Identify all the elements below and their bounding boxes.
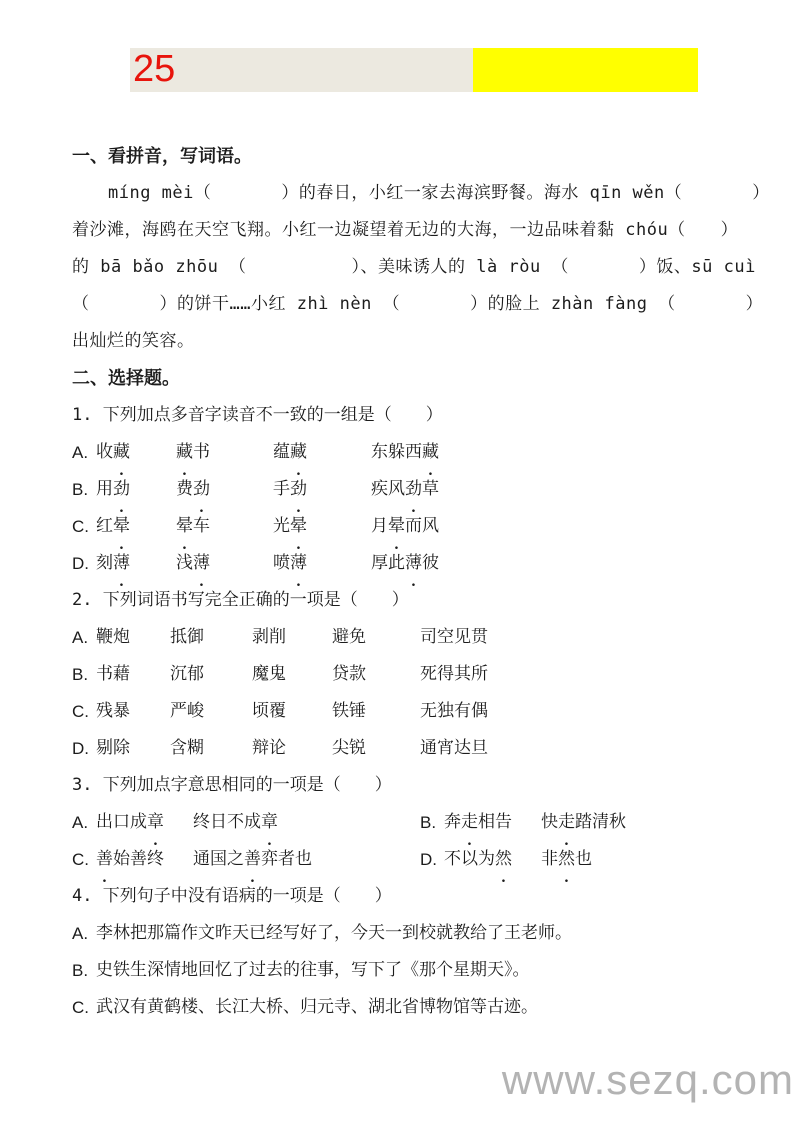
question2-stem: 2. 下列词语书写完全正确的一项是（ ） [72, 590, 409, 610]
option-word: 顷覆 [252, 701, 286, 721]
question2-option-a [72, 619, 730, 656]
option-sentence: 武汉有黄鹤楼、长江大桥、归元寺、湖北省博物馆等古迹。 [96, 997, 538, 1017]
option-word: 藏书 [176, 442, 210, 462]
option-label: A. [72, 443, 89, 462]
watermark: www.sezq.com [501, 1056, 794, 1103]
option-word: 喷薄 [273, 553, 307, 573]
pinyin-line: 的 bā bǎo zhōu （ ）、美味诱人的 là ròu （ ）饭、sū cuì [72, 257, 756, 277]
option-label: C. [72, 702, 89, 721]
question4-option-c [72, 989, 730, 1026]
option-word: 收藏 [96, 442, 130, 462]
question1-option-c [72, 508, 730, 545]
option-word: 司空见贯 [420, 627, 488, 647]
option-word: 疾风劲草 [371, 479, 439, 499]
option-word: 用劲 [96, 479, 130, 499]
pinyin-line: míng mèi（ ）的春日，小红一家去海滨野餐。海水 qīn wěn（ ） [108, 183, 770, 203]
option-word: 光晕 [273, 516, 307, 536]
option-label: B. [420, 813, 437, 832]
page-header [130, 48, 698, 92]
option-word: 辩论 [252, 738, 286, 758]
option-label: A. [72, 813, 89, 832]
option-word: 晕车 [176, 516, 210, 536]
option-word: 剔除 [96, 738, 130, 758]
lesson-number-bar [130, 48, 473, 92]
option-word: 手劲 [273, 479, 307, 499]
option-sentence: 李林把那篇作文昨天已经写好了，今天一到校就教给了王老师。 [96, 923, 572, 943]
option-word: 鞭炮 [96, 627, 130, 647]
option-phrase: 终日不成章 [193, 812, 278, 832]
option-sentence: 史铁生深情地回忆了过去的往事，写下了《那个星期天》。 [96, 960, 530, 980]
option-word: 通宵达旦 [420, 738, 488, 758]
option-word: 避免 [332, 627, 366, 647]
option-phrase: 通国之善弈者也 [193, 849, 312, 869]
question3-option-b [420, 804, 730, 841]
option-label: C. [72, 850, 89, 869]
option-word: 浅薄 [176, 553, 210, 573]
question3-row-ab [72, 804, 730, 841]
option-word: 书藉 [96, 664, 130, 684]
section2-title: 二、选择题。 [72, 368, 180, 389]
option-label: B. [72, 480, 89, 499]
question2-option-d [72, 730, 730, 767]
question4-stem: 4. 下列句子中没有语病的一项是（ ） [72, 886, 392, 906]
option-word: 剥削 [252, 627, 286, 647]
option-word: 厚此薄彼 [371, 553, 439, 573]
option-word: 残暴 [96, 701, 130, 721]
option-phrase: 非然也 [541, 849, 592, 869]
option-label: D. [72, 554, 89, 573]
lesson-number: 25 [133, 48, 176, 90]
option-word: 魔鬼 [252, 664, 286, 684]
option-phrase: 奔走相告 [444, 812, 512, 832]
pinyin-line: 着沙滩，海鸥在天空飞翔。小红一边凝望着无边的大海，一边品味着黏 chóu（ ） [72, 220, 739, 240]
option-label: C. [72, 517, 89, 536]
option-label: D. [72, 739, 89, 758]
option-word: 铁锤 [332, 701, 366, 721]
question1-option-a [72, 434, 730, 471]
option-phrase: 出口成章 [96, 812, 164, 832]
pinyin-line: （ ）的饼干……小红 zhì nèn （ ）的脸上 zhàn fàng （ ） [72, 294, 764, 314]
pinyin-line: 出灿烂的笑容。 [72, 331, 195, 351]
option-phrase: 善始善终 [96, 849, 164, 869]
option-word: 死得其所 [420, 664, 488, 684]
option-word: 费劲 [176, 479, 210, 499]
option-word: 沉郁 [170, 664, 204, 684]
worksheet-body [72, 138, 770, 1026]
option-word: 月晕而风 [371, 516, 439, 536]
option-label: B. [72, 961, 89, 980]
option-word: 红晕 [96, 516, 130, 536]
question2-option-c [72, 693, 730, 730]
option-word: 东躲西藏 [371, 442, 439, 462]
question1-option-d [72, 545, 730, 582]
option-label: C. [72, 998, 89, 1017]
question1-option-b [72, 471, 730, 508]
option-label: D. [420, 850, 437, 869]
option-word: 无独有偶 [420, 701, 488, 721]
question4-option-a [72, 915, 730, 952]
option-word: 蕴藏 [273, 442, 307, 462]
option-word: 尖锐 [332, 738, 366, 758]
question3-option-c [72, 841, 420, 878]
question2-option-b [72, 656, 730, 693]
question3-stem: 3. 下列加点字意思相同的一项是（ ） [72, 775, 392, 795]
option-phrase: 不以为然 [444, 849, 512, 869]
question1-stem: 1. 下列加点多音字读音不一致的一组是（ ） [72, 405, 443, 425]
option-label: B. [72, 665, 89, 684]
option-word: 严峻 [170, 701, 204, 721]
option-label: A. [72, 924, 89, 943]
option-word: 刻薄 [96, 553, 130, 573]
question4-option-b [72, 952, 730, 989]
question3-row-cd [72, 841, 730, 878]
section1-title: 一、看拼音，写词语。 [72, 146, 252, 167]
option-word: 含糊 [170, 738, 204, 758]
option-word: 抵御 [170, 627, 204, 647]
question3-option-a [72, 804, 420, 841]
yellow-highlight-block [473, 48, 698, 92]
option-phrase: 快走踏清秋 [541, 812, 626, 832]
option-label: A. [72, 628, 89, 647]
option-word: 贷款 [332, 664, 366, 684]
